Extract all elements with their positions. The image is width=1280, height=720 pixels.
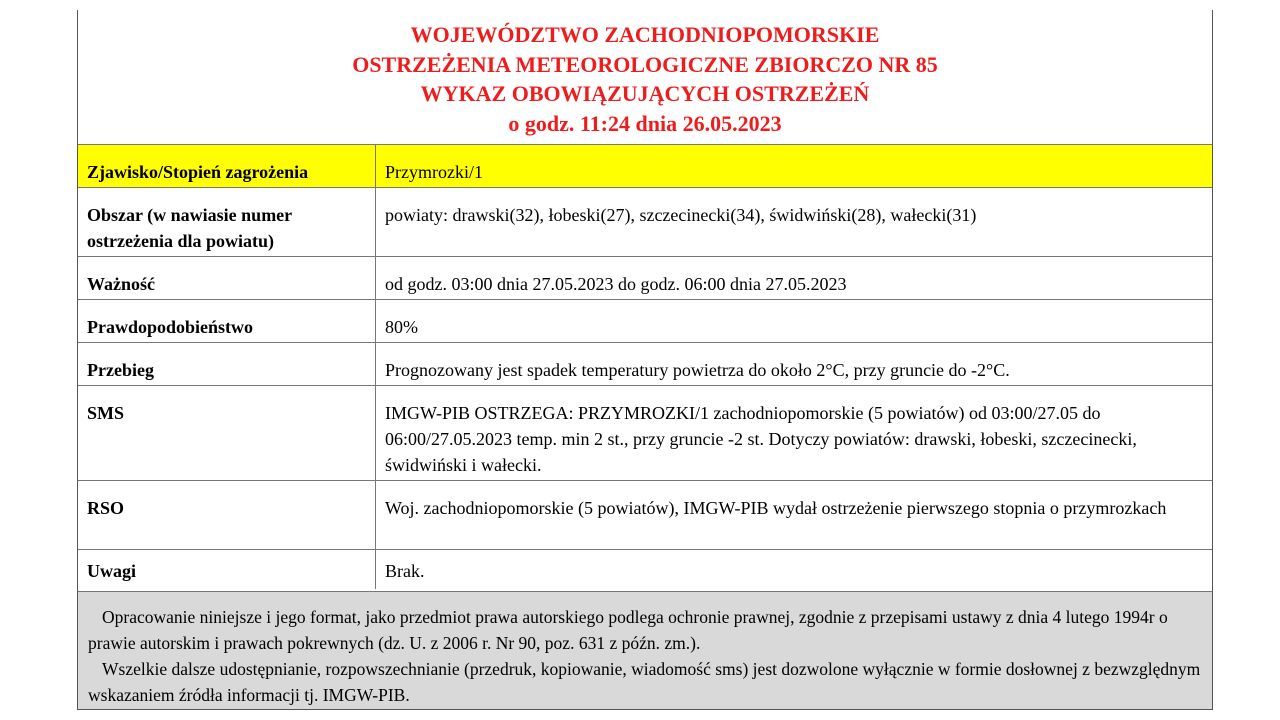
row-label: Przebieg <box>78 343 376 385</box>
row-label: SMS <box>78 386 376 480</box>
header-issue-time: o godz. 11:24 dnia 26.05.2023 <box>508 110 782 136</box>
document-header <box>78 10 1212 144</box>
row-label: RSO <box>78 481 376 549</box>
row-label: Prawdopodobieństwo <box>78 300 376 342</box>
copyright-paragraph: Opracowanie niniejsze i jego format, jako przedmiot prawa autorskiego podlega ochronie prawnej, zgodnie z przepisami ustawy z dnia 4 lutego 1994r o prawie autorskim i prawach pokrewnych (dz. U. z 2006 r. Nr 90, poz. 631 z późn. zm.). <box>88 607 1168 653</box>
row-probability <box>78 299 1212 342</box>
row-label: Ważność <box>78 257 376 299</box>
row-label: Zjawisko/Stopień zagrożenia <box>78 145 376 187</box>
row-value: Brak. <box>385 561 425 581</box>
row-sms <box>78 385 1212 480</box>
row-value: Woj. zachodniopomorskie (5 powiatów), IMGW-PIB wydał ostrzeżenie pierwszego stopnia o przymrozkach <box>385 498 1167 518</box>
row-course <box>78 342 1212 385</box>
row-value: Przymrozki/1 <box>385 162 483 182</box>
row-phenomenon <box>78 144 1212 187</box>
header-list-title: WYKAZ OBOWIĄZUJĄCYCH OSTRZEŻEŃ <box>420 81 870 106</box>
row-label: Obszar (w nawiasie numer ostrzeżenia dla powiatu) <box>78 188 376 256</box>
header-region: WOJEWÓDZTWO ZACHODNIOPOMORSKIE <box>410 22 880 47</box>
row-value: IMGW-PIB OSTRZEGA: PRZYMROZKI/1 zachodniopomorskie (5 powiatów) od 03:00/27.05 do 06:00/27.05.2023 temp. min 2 st., przy gruncie -2 st. Dotyczy powiatów: drawski, łobeski, szczecinecki, świdwiński i wałecki. <box>385 403 1137 475</box>
warning-document <box>77 10 1213 710</box>
row-value: Prognozowany jest spadek temperatury powietrza do około 2°C, przy gruncie do -2°C. <box>385 360 1010 380</box>
row-label: Uwagi <box>78 550 376 589</box>
header-bulletin-number: OSTRZEŻENIA METEOROLOGICZNE ZBIORCZO NR 85 <box>352 51 938 77</box>
row-rso <box>78 480 1212 549</box>
distribution-paragraph: Wszelkie dalsze udostępnianie, rozpowszechnianie (przedruk, kopiowanie, wiadomość sms) jest dozwolone wyłącznie w formie dosłownej z bezwzględnym wskazaniem źródła informacji tj. IMGW-PIB. <box>88 659 1201 705</box>
copyright-notice <box>78 591 1212 709</box>
row-value: 80% <box>385 317 418 337</box>
row-validity <box>78 256 1212 299</box>
row-value: od godz. 03:00 dnia 27.05.2023 do godz. 06:00 dnia 27.05.2023 <box>385 274 847 294</box>
row-area <box>78 187 1212 256</box>
row-value: powiaty: drawski(32), łobeski(27), szczecinecki(34), świdwiński(28), wałecki(31) <box>385 205 977 225</box>
row-remarks <box>78 549 1212 589</box>
